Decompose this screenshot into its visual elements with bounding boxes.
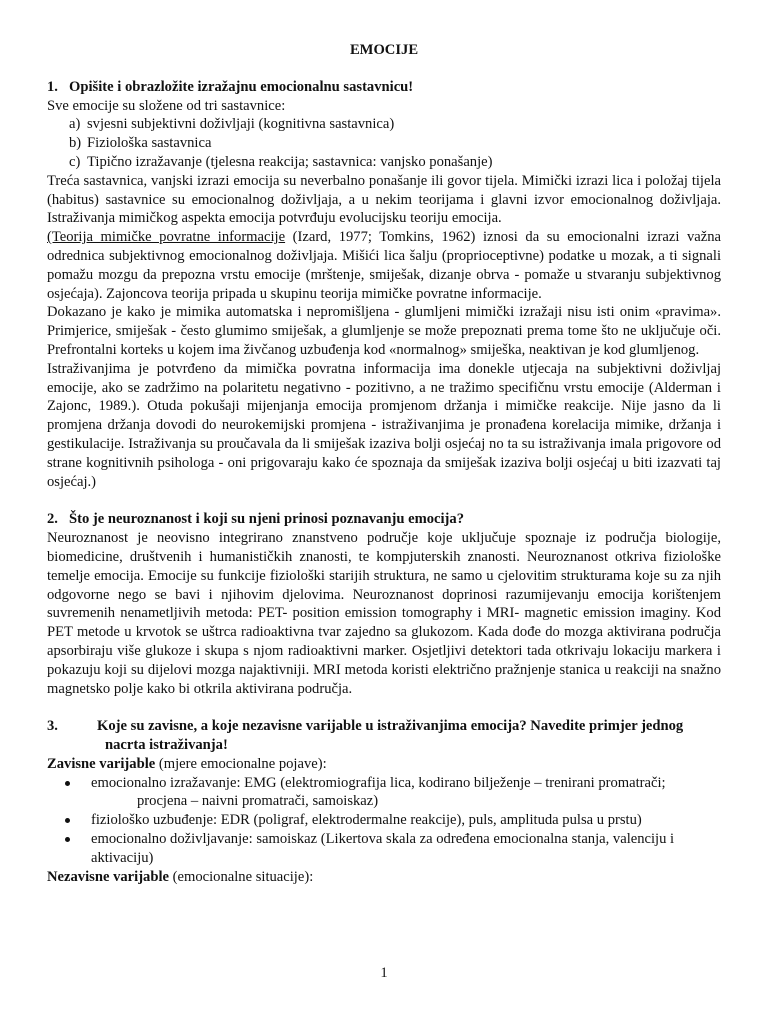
list-marker: c) — [69, 153, 81, 170]
bullet-icon — [65, 818, 70, 823]
list-item — [47, 811, 721, 830]
dependent-variables-list — [47, 774, 721, 868]
q1-paragraph-2 — [47, 228, 721, 303]
bullet-icon — [65, 837, 70, 842]
q2-paragraph-1: Neuroznanost je neovisno integrirano znanstveno područje koje uključuje spoznaje iz područja biologije, biomedicine, društvenih i humanističkih znanosti, te kompjuterskih znanosti. Neuroznanost otkriva fiziološke temelje emocija. Emocije su funkcije fiziološki starijih struktura, ne samo u cjelovitim strukturama koje su za njih odgovorne nego se bavi i njihovim djelovima. Neuroznanost doprinosi razumijevanju emocija korištenjem suvremenih nenametljivih metoda: PET- position emission tomography i MRI- magnetic emission imaginy. Kod PET metode u krvotok se uštrca radioaktivna tvar zajedno sa glukozom. Kada dođe do mozga aktivirana područja apsorbiraju više glukoze i skupa s njom radioaktivni marker. Osjetljivi detektori tada otkrivaju lokaciju markera i pokazuju koji su dijelovi mozga najaktivniji. MRI metoda koristi električno pražnjenje stanica u reakciji na snažno magnetsko polje kako bi otkrila aktivirana područja. — [47, 530, 721, 697]
q1-intro: Sve emocije su složene od tri sastavnice: — [47, 97, 286, 114]
dependent-variables-label: Zavisne varijable — [47, 755, 156, 772]
independent-variables-line — [47, 868, 721, 887]
q1-paragraph-2-rest: (Izard, 1977; Tomkins, 1962) iznosi da su emocionalni izrazi važna odrednica subjektivnog emocionalnog doživljaja. Mišići lica šalju (proprioceptivne) podatke u mozak, a ti signali pomažu mozgu da prepozna vrstu emocije (mrštenje, smiješak, dizanje obrva - pomaže u stvaranju subjektivnog osjećaja). Zajoncova teorija pripada u skupinu teorija mimičke povratne informacije. — [47, 229, 721, 302]
question-1-text: Opišite i obrazložite izražajnu emocionalnu sastavnicu! — [69, 78, 414, 95]
dependent-variables-line — [47, 755, 721, 774]
q1-paragraph-3: Dokazano je kako je mimika automatska i nepromišljena - glumljeni mimički izražaji nisu isti onim «pravima». Primjerice, smiješak - često glumimo smiješak, a glumljenje se može prepoznati prema tome što ne uključuje oči. Prefrontalni korteks u kojem ima živčanog uzbuđenja kod «normalnog» smiješka, neaktivan je kod glumljenog. — [47, 304, 721, 358]
independent-variables-label: Nezavisne varijable — [47, 868, 169, 885]
question-1-heading — [47, 78, 721, 97]
question-2-text: Što je neuroznanost i koji su njeni prinosi poznavanju emocija? — [69, 511, 465, 528]
bullet-text-line2: aktivaciju) — [91, 849, 154, 866]
list-item — [47, 830, 721, 868]
question-2-number: 2. — [47, 511, 58, 528]
bullet-text-line2: procjena – naivni promatrači, samoiskaz) — [137, 793, 379, 810]
list-item — [47, 774, 721, 812]
question-3-text-line1: Koje su zavisne, a koje nezavisne varijable u istraživanjima emocija? Navedite primjer jednog — [97, 718, 684, 735]
components-list — [47, 115, 721, 171]
section-gap — [47, 698, 721, 717]
list-item-text: svjesni subjektivni doživljaji (kognitivna sastavnica) — [87, 116, 395, 133]
dependent-variables-desc: (mjere emocionalne pojave): — [155, 755, 327, 772]
section-gap — [47, 491, 721, 510]
bullet-text-line1: emocionalno doživljavanje: samoiskaz (Likertova skala za određena emocionalna stanja, valenciju i — [91, 831, 675, 848]
list-item-text: Tipično izražavanje (tjelesna reakcija; sastavnica: vanjsko ponašanje) — [87, 153, 493, 170]
question-3-heading — [47, 717, 721, 755]
bullet-text-line1: fiziološko uzbuđenje: EDR (poligraf, elektrodermalne reakcije), puls, amplituda pulsa u prstu) — [91, 812, 642, 829]
question-3-number: 3. — [47, 718, 58, 735]
question-2-heading — [47, 510, 721, 529]
theory-link: (Teorija mimičke povratne informacije — [47, 229, 286, 246]
bullet-icon — [65, 781, 70, 786]
list-item-text: Fiziološka sastavnica — [87, 135, 212, 152]
list-marker: a) — [69, 116, 81, 133]
q1-paragraph-4: Istraživanjima je potvrđeno da mimička povratna informacija ima donekle utjecaja na subjektivni doživljaj emocije, ako se zadržimo na polaritetu negativno - pozitivno, a ne tražimo specifičnu vrstu emocije (Alderman i Zajonc, 1989.). Otuda pokušaji mijenjanja emocija promjenom držanja i mimičke reakcije. Nije jasno da li promjena držanja dovodi do neurokemijski promjena - istraživanjima je pronađena korelacija mimike, držanja i gestikulacije. Istraživanja su proučavala da li smiješak izaziva bolji osjećaj no ta su istraživanja imala prigovore od strane kognitivnih psihologa - oni prigovaraju kako će spoznaja da smiješak izaziva bolji osjećaj u biti izazvati taj osjećaj.) — [47, 360, 721, 490]
bullet-text-line1: emocionalno izražavanje: EMG (elektromiografija lica, kodirano bilježenje – trenirani promatrači; — [91, 774, 666, 791]
question-3-text-line2: nacrta istraživanja! — [105, 737, 228, 754]
list-item — [69, 115, 721, 134]
page-number: 1 — [380, 965, 388, 981]
page-title: EMOCIJE — [349, 42, 419, 58]
independent-variables-desc: (emocionalne situacije): — [169, 868, 314, 885]
list-item — [69, 153, 721, 172]
page-content — [47, 41, 721, 886]
list-item — [69, 134, 721, 153]
list-marker: b) — [69, 135, 82, 152]
q1-paragraph-1: Treća sastavnica, vanjski izrazi emocija su neverbalno ponašanje ili govor tijela. Mimički izrazi lica i položaj tijela (habitus) sastavnice su emocionalnog doživljaja, a u nekim teorijama i glavni izvor emocionalnog doživljaja. Istraživanja mimičkog aspekta emocija potvrđuju evolucijsku teoriju emocija. — [47, 172, 721, 227]
question-1-number: 1. — [47, 78, 58, 95]
